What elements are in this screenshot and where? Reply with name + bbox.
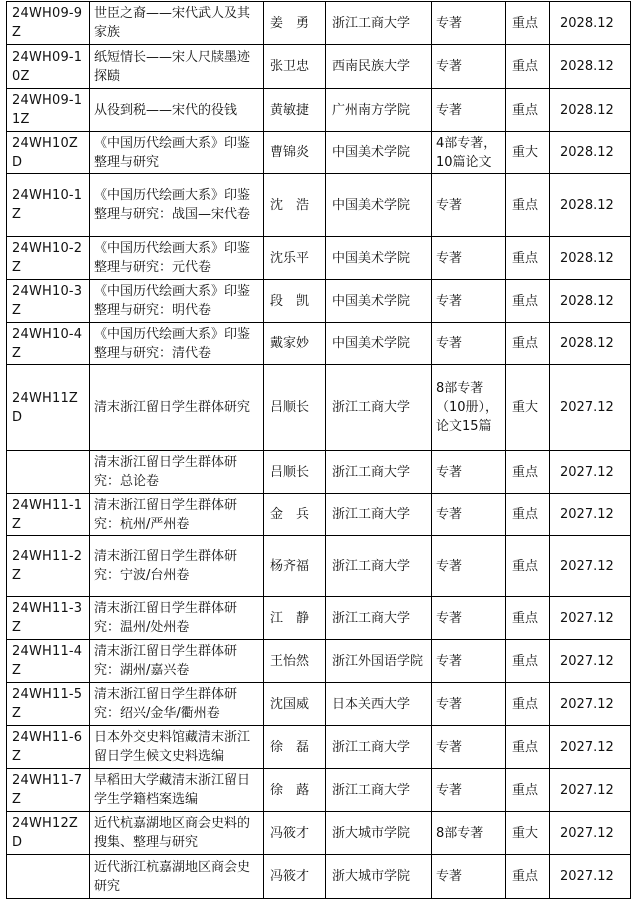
leader-cell: 曹锦炎 [264,132,326,174]
project-title-cell: 清末浙江留日学生群体研究：湖州/嘉兴卷 [90,640,264,683]
project-title-cell: 《中国历代绘画大系》印鉴整理与研究：明代卷 [90,280,264,323]
project-id-cell: 24WH10-3Z [7,280,90,323]
deadline-cell: 2027.12 [550,536,631,597]
deadline-cell: 2027.12 [550,494,631,536]
deadline-cell: 2028.12 [550,323,631,365]
unit-cell: 中国美术学院 [326,280,432,323]
level-cell: 重点 [506,45,550,89]
deadline-cell: 2027.12 [550,769,631,812]
deadline-cell: 2027.12 [550,855,631,899]
unit-cell: 浙江工商大学 [326,494,432,536]
leader-cell: 江 静 [264,597,326,640]
output-cell: 专著 [432,597,506,640]
project-id-cell: 24WH11-6Z [7,726,90,769]
leader-cell: 杨齐福 [264,536,326,597]
deadline-cell: 2027.12 [550,726,631,769]
project-title-cell: 清末浙江留日学生群体研究 [90,365,264,451]
project-title-cell: 近代浙江杭嘉湖地区商会史研究 [90,855,264,899]
table-row [7,769,631,812]
unit-cell: 浙江工商大学 [326,2,432,45]
level-cell: 重点 [506,89,550,132]
table-row [7,451,631,494]
table-row [7,132,631,174]
leader-cell: 徐 蕗 [264,769,326,812]
level-cell: 重点 [506,855,550,899]
project-title-cell: 《中国历代绘画大系》印鉴整理与研究 [90,132,264,174]
project-title-cell: 早稻田大学藏清末浙江留日学生学籍档案选编 [90,769,264,812]
output-cell: 专著 [432,855,506,899]
unit-cell: 广州南方学院 [326,89,432,132]
project-title-cell: 纸短情长——宋人尺牍墨迹探赜 [90,45,264,89]
output-cell: 8部专著（10册），论文15篇 [432,365,506,451]
project-id-cell: 24WH09-9Z [7,2,90,45]
project-id-cell: 24WH11-4Z [7,640,90,683]
table-row [7,855,631,899]
table-row [7,89,631,132]
unit-cell: 中国美术学院 [326,174,432,237]
output-cell: 8部专著 [432,812,506,855]
output-cell: 专著 [432,451,506,494]
leader-cell: 戴家妙 [264,323,326,365]
level-cell: 重点 [506,640,550,683]
project-table [6,1,631,899]
project-id-cell [7,855,90,899]
level-cell: 重点 [506,2,550,45]
output-cell: 专著 [432,726,506,769]
output-cell: 专著 [432,323,506,365]
deadline-cell: 2028.12 [550,237,631,280]
deadline-cell: 2028.12 [550,2,631,45]
leader-cell: 金 兵 [264,494,326,536]
unit-cell: 浙江工商大学 [326,536,432,597]
unit-cell: 中国美术学院 [326,132,432,174]
leader-cell: 张卫忠 [264,45,326,89]
leader-cell: 吕顺长 [264,451,326,494]
unit-cell: 浙江工商大学 [326,365,432,451]
deadline-cell: 2027.12 [550,365,631,451]
unit-cell: 浙江工商大学 [326,451,432,494]
level-cell: 重点 [506,237,550,280]
leader-cell: 沈国威 [264,683,326,726]
deadline-cell: 2028.12 [550,174,631,237]
project-title-cell: 日本外交史料馆藏清末浙江留日学生候文史料选编 [90,726,264,769]
deadline-cell: 2028.12 [550,132,631,174]
project-id-cell: 24WH10ZD [7,132,90,174]
deadline-cell: 2027.12 [550,640,631,683]
table-row [7,365,631,451]
table-row [7,683,631,726]
unit-cell: 中国美术学院 [326,323,432,365]
leader-cell: 黄敏捷 [264,89,326,132]
leader-cell: 徐 磊 [264,726,326,769]
table-row [7,174,631,237]
project-id-cell: 24WH11-2Z [7,536,90,597]
project-title-cell: 近代杭嘉湖地区商会史料的搜集、整理与研究 [90,812,264,855]
level-cell: 重点 [506,323,550,365]
project-id-cell: 24WH11-3Z [7,597,90,640]
project-id-cell: 24WH12ZD [7,812,90,855]
deadline-cell: 2027.12 [550,597,631,640]
level-cell: 重点 [506,769,550,812]
leader-cell: 沈 浩 [264,174,326,237]
output-cell: 专著 [432,640,506,683]
project-id-cell: 24WH11-7Z [7,769,90,812]
output-cell: 专著 [432,45,506,89]
project-id-cell: 24WH09-10Z [7,45,90,89]
leader-cell: 段 凯 [264,280,326,323]
table-row [7,237,631,280]
project-title-cell: 世臣之裔——宋代武人及其家族 [90,2,264,45]
deadline-cell: 2027.12 [550,812,631,855]
level-cell: 重点 [506,174,550,237]
project-title-cell: 《中国历代绘画大系》印鉴整理与研究：清代卷 [90,323,264,365]
table-row [7,2,631,45]
table-row [7,280,631,323]
output-cell: 专著 [432,494,506,536]
leader-cell: 沈乐平 [264,237,326,280]
output-cell: 专著 [432,89,506,132]
unit-cell: 中国美术学院 [326,237,432,280]
project-id-cell: 24WH10-2Z [7,237,90,280]
unit-cell: 日本关西大学 [326,683,432,726]
project-title-cell: 《中国历代绘画大系》印鉴整理与研究：元代卷 [90,237,264,280]
output-cell: 专著 [432,683,506,726]
unit-cell: 浙江工商大学 [326,597,432,640]
table-row [7,323,631,365]
deadline-cell: 2028.12 [550,89,631,132]
level-cell: 重点 [506,280,550,323]
leader-cell: 姜 勇 [264,2,326,45]
level-cell: 重大 [506,132,550,174]
project-id-cell: 24WH09-11Z [7,89,90,132]
unit-cell: 浙大城市学院 [326,812,432,855]
project-title-cell: 清末浙江留日学生群体研究：宁波/台州卷 [90,536,264,597]
leader-cell: 冯筱才 [264,855,326,899]
level-cell: 重大 [506,812,550,855]
table-row [7,812,631,855]
table-row [7,597,631,640]
table-row [7,640,631,683]
table-row [7,494,631,536]
table-row [7,726,631,769]
leader-cell: 吕顺长 [264,365,326,451]
output-cell: 专著 [432,237,506,280]
project-id-cell: 24WH11ZD [7,365,90,451]
output-cell: 4部专著，10篇论文 [432,132,506,174]
project-title-cell: 清末浙江留日学生群体研究：温州/处州卷 [90,597,264,640]
unit-cell: 西南民族大学 [326,45,432,89]
project-id-cell: 24WH11-5Z [7,683,90,726]
output-cell: 专著 [432,174,506,237]
unit-cell: 浙江工商大学 [326,769,432,812]
unit-cell: 浙江外国语学院 [326,640,432,683]
project-id-cell: 24WH11-1Z [7,494,90,536]
deadline-cell: 2028.12 [550,45,631,89]
project-id-cell: 24WH10-4Z [7,323,90,365]
project-title-cell: 清末浙江留日学生群体研究：总论卷 [90,451,264,494]
level-cell: 重点 [506,494,550,536]
level-cell: 重点 [506,683,550,726]
output-cell: 专著 [432,280,506,323]
table-row [7,536,631,597]
leader-cell: 冯筱才 [264,812,326,855]
project-title-cell: 《中国历代绘画大系》印鉴整理与研究：战国—宋代卷 [90,174,264,237]
output-cell: 专著 [432,2,506,45]
project-title-cell: 清末浙江留日学生群体研究：杭州/严州卷 [90,494,264,536]
level-cell: 重大 [506,365,550,451]
project-id-cell: 24WH10-1Z [7,174,90,237]
project-title-cell: 清末浙江留日学生群体研究：绍兴/金华/衢州卷 [90,683,264,726]
deadline-cell: 2027.12 [550,451,631,494]
project-id-cell [7,451,90,494]
output-cell: 专著 [432,536,506,597]
table-row [7,45,631,89]
output-cell: 专著 [432,769,506,812]
unit-cell: 浙大城市学院 [326,855,432,899]
level-cell: 重点 [506,726,550,769]
deadline-cell: 2028.12 [550,280,631,323]
unit-cell: 浙江工商大学 [326,726,432,769]
table-body [7,2,631,899]
level-cell: 重点 [506,536,550,597]
level-cell: 重点 [506,451,550,494]
deadline-cell: 2027.12 [550,683,631,726]
leader-cell: 王怡然 [264,640,326,683]
project-title-cell: 从役到税——宋代的役钱 [90,89,264,132]
level-cell: 重点 [506,597,550,640]
